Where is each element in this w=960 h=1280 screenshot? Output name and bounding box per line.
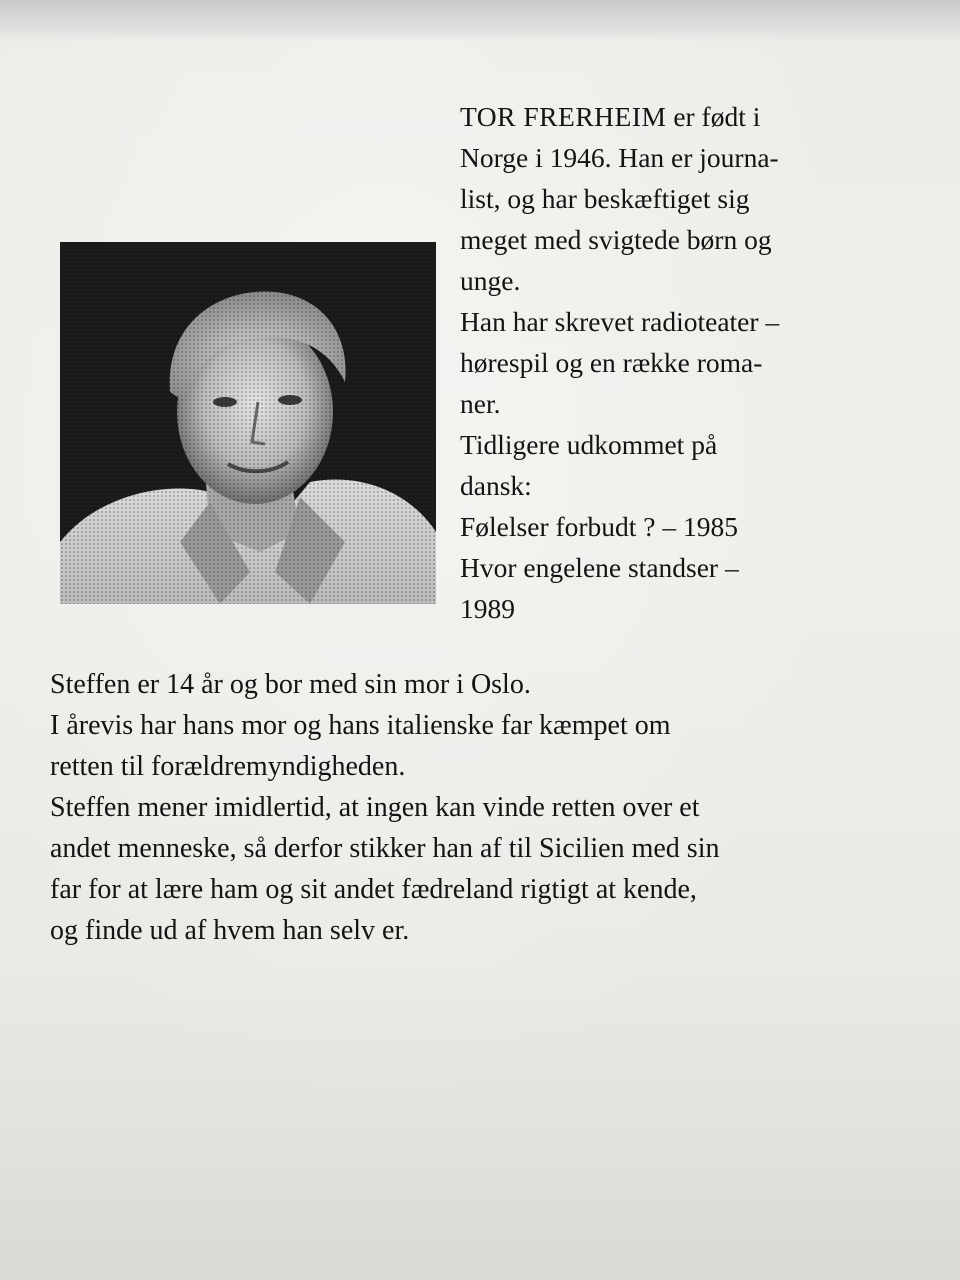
bio-line: ner. xyxy=(460,388,501,419)
top-edge-shadow xyxy=(0,0,960,42)
bio-line: Tidligere udkommet på xyxy=(460,429,718,460)
bio-line: Hvor engelene standser – xyxy=(460,552,739,583)
blurb-line: andet menneske, så derfor stikker han af til Sicilien med sin xyxy=(50,833,720,864)
blurb-line: Steffen mener imidlertid, at ingen kan vinde retten over et xyxy=(50,792,700,823)
bio-line-text: er født i xyxy=(666,101,761,132)
author-photo xyxy=(60,242,436,604)
blurb-line: far for at lære ham og sit andet fædreland rigtigt at kende, xyxy=(50,874,697,905)
bio-line xyxy=(460,96,930,137)
bio-line: unge. xyxy=(460,265,521,296)
bio-line: 1989 xyxy=(460,593,515,624)
bio-line: list, og har beskæftiget sig xyxy=(460,183,750,214)
blurb-line: I årevis har hans mor og hans italienske far kæmpet om xyxy=(50,710,671,741)
bio-line: dansk: xyxy=(460,470,532,501)
bio-line: meget med svigtede børn og xyxy=(460,224,772,255)
bottom-shading xyxy=(0,960,960,1280)
book-blurb xyxy=(50,664,930,951)
blurb-line: Steffen er 14 år og bor med sin mor i Oslo. xyxy=(50,669,531,700)
blurb-line: retten til forældremyndigheden. xyxy=(50,751,406,782)
bio-line: hørespil og en række roma- xyxy=(460,347,763,378)
author-name: TOR FRERHEIM xyxy=(460,101,667,132)
blurb-line: og finde ud af hvem han selv er. xyxy=(50,915,410,946)
bio-line: Han har skrevet radioteater – xyxy=(460,306,780,337)
bio-line: Følelser forbudt ? – 1985 xyxy=(460,511,739,542)
bio-line: Norge i 1946. Han er journa- xyxy=(460,142,779,173)
author-bio xyxy=(460,96,930,629)
